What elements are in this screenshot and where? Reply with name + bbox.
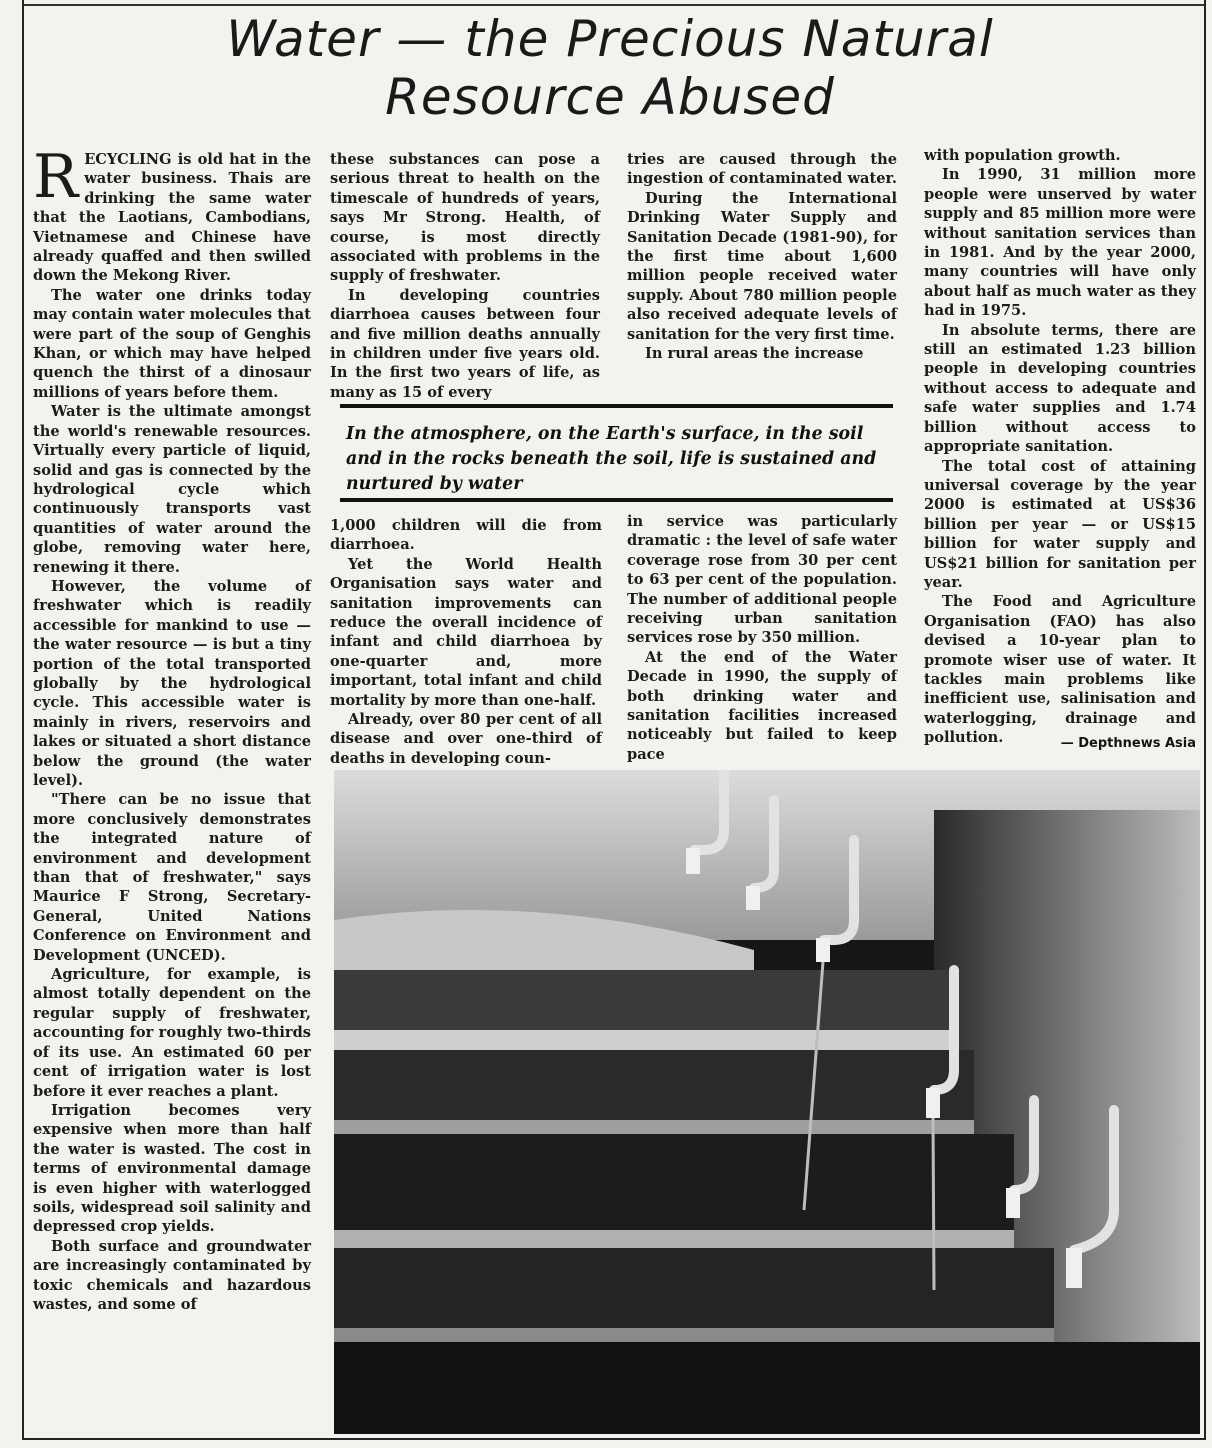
paragraph: Both surface and groundwater are increasingly contaminated by toxic chemicals and hazardous wastes, and some of: [33, 1237, 311, 1313]
drop-cap: R: [33, 142, 79, 212]
column-3-top: [627, 150, 897, 363]
paragraph: In rural areas the increase: [645, 345, 864, 363]
paragraph: In 1990, 31 million more people were unserved by water supply and 85 million more were without sanitation services than in 1981. And by the year 2000, many countries will have only about half as much water as they had in 1975.: [924, 166, 1196, 320]
paragraph: tries are caused through the ingestion of contaminated water.: [627, 151, 897, 188]
water-taps-photo: [334, 770, 1200, 1434]
paragraph: in service was particularly dramatic : the level of safe water coverage rose from 30 per cent to 63 per cent of the population. The number of additional people receiving urban sanitation services rose by 350 million.: [627, 513, 897, 647]
headline: [60, 10, 1160, 126]
paragraph: Irrigation becomes very expensive when more than half the water is wasted. The cost in terms of environmental damage is even higher with waterlogged soils, widespread soil salinity and depressed crop yields.: [33, 1101, 311, 1236]
paragraph: Agriculture, for example, is almost totally dependent on the regular supply of freshwater, accounting for roughly two-thirds of its use. An estimated 60 per cent of irrigation water is lost before it ever reaches a plant.: [33, 966, 311, 1100]
paragraph: these substances can pose a serious threat to health on the timescale of hundreds of years, says Mr Strong. Health, of course, is most directly associated with problems in the supply of freshwater.: [330, 151, 600, 285]
paragraph: The total cost of attaining universal coverage by the year 2000 is estimated at US$36 billion per year — or US$15 billion for water supply and US$21 billion for sanitation per year.: [924, 457, 1196, 591]
paragraph: The water one drinks today may contain water molecules that were part of the soup of Genghis Khan, or which may have helped quench the thirst of a dinosaur millions of years before them.: [33, 286, 311, 401]
paragraph: At the end of the Water Decade in 1990, the supply of both drinking water and sanitation facilities increased noticeably but failed to keep pace: [627, 648, 897, 763]
paragraph: Already, over 80 per cent of all disease and over one-third of deaths in developing coun-: [330, 711, 602, 767]
paragraph: Yet the World Health Organisation says water and sanitation improvements can reduce the overall incidence of infant and child diarrhoea by one-quarter and, more important, total infant and child mortality by more than one-half.: [330, 555, 602, 709]
column-2-bottom: [330, 516, 602, 768]
column-1: [33, 142, 311, 1314]
paragraph: In developing countries diarrhoea causes between four and five million deaths annually in children under five years old. In the first two years of life, as many as 15 of every: [330, 286, 600, 401]
byline: — Depthnews Asia: [1060, 736, 1196, 751]
photo-illustration: [334, 770, 1200, 1434]
headline-line-1: Water — the Precious Natural: [226, 10, 994, 68]
paragraph: RECYCLING is old hat in the water business. Thais are drinking the same water that the Laotians, Cambodians, Vietnamese and Chinese have already quaffed and then swilled down the Mekong River.: [33, 142, 311, 285]
paragraph: During the International Drinking Water Supply and Sanitation Decade (1981-90), for the first time about 1,600 million people received water supply. About 780 million people also received adequate levels of sanitation for the very first time.: [627, 189, 897, 343]
column-4: [924, 146, 1196, 748]
paragraph: 1,000 children will die from diarrhoea.: [330, 517, 602, 554]
paragraph: with population growth.: [924, 147, 1121, 164]
column-2-top: [330, 150, 600, 402]
paragraph: However, the volume of freshwater which is readily accessible for mankind to use — the water resource — is but a tiny portion of the total transported globally by the hydrological cycle. This accessible water is mainly in rivers, reservoirs and lakes or situated a short distance below the ground (the water level).: [33, 577, 311, 789]
paragraph: Water is the ultimate amongst the world's renewable resources. Virtually every particle of liquid, solid and gas is connected by the hydrological cycle which continuously transports vast quantities of water around the globe, removing water here, renewing it there.: [33, 403, 311, 576]
pull-quote: [340, 404, 893, 502]
paragraph: In absolute terms, there are still an estimated 1.23 billion people in developing countries without access to adequate and safe water supplies and 1.74 billion without access to appropriate sanitation.: [924, 321, 1196, 456]
paragraph: The Food and Agriculture Organisation (FAO) has also devised a 10-year plan to promote wiser use of water. It tackles main problems like inefficient use, salinisation and waterlogging, drainage and pollution.: [924, 593, 1196, 747]
pull-quote-text: In the atmosphere, on the Earth's surface, in the soil and in the rocks beneath the soil, life is sustained and nurtured by water: [346, 424, 877, 494]
headline-line-2: Resource Abused: [385, 68, 835, 126]
column-3-bottom: [627, 512, 897, 764]
paragraph: "There can be no issue that more conclusively demonstrates the integrated nature of environment and development than that of freshwater," says Maurice F Strong, Secretary-General, United Nations Conference on Environment and Development (UNCED).: [33, 791, 311, 964]
